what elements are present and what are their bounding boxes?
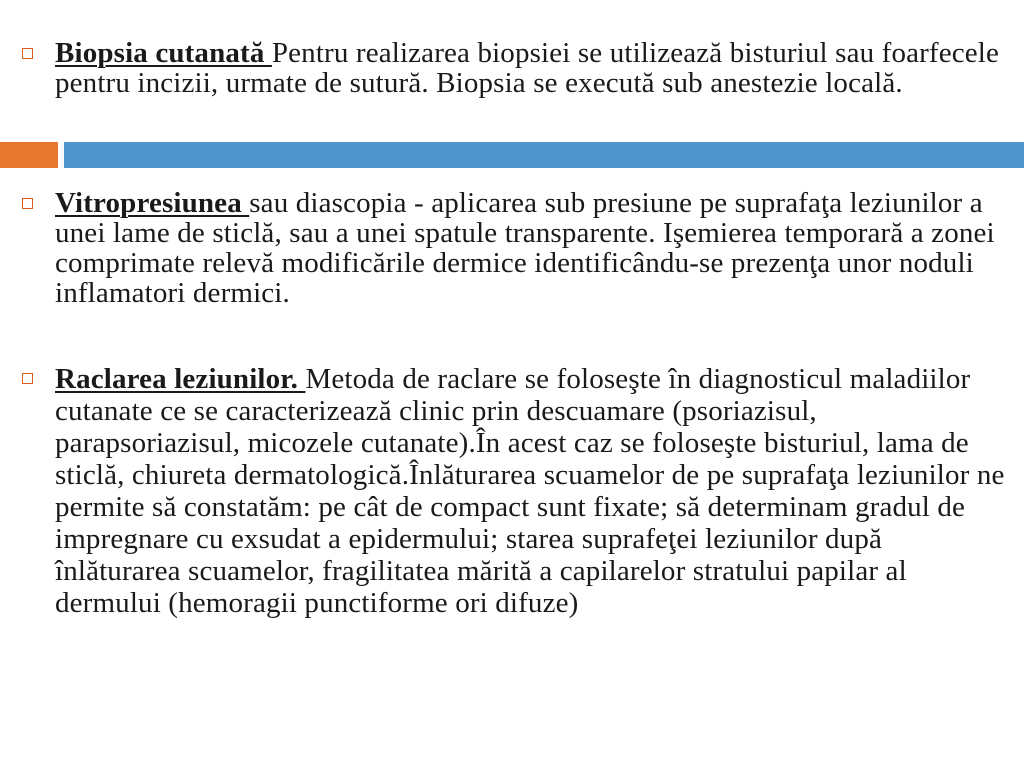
bullet-term: Vitropresiunea xyxy=(55,187,250,219)
divider-blue-bar xyxy=(64,142,1024,168)
bullet-item-scraping xyxy=(22,363,1007,619)
bullet-term: Biopsia cutanată xyxy=(55,37,272,69)
bullet-body: sau diascopia - aplicarea sub presiune pe suprafaţa leziunilor a unei lame de sticlă, sau a unei spatule transparente. Işemierea temporară a zonei comprimate relevă modificările dermice identificându-se prezenţa unor noduli inflamatori dermici. xyxy=(55,187,995,309)
hollow-square-bullet-icon xyxy=(22,373,33,384)
hollow-square-bullet-icon xyxy=(22,48,33,59)
bullet-item-vitropressure xyxy=(22,188,1007,308)
bullet-term: Raclarea leziunilor. xyxy=(55,363,306,395)
divider-orange-block xyxy=(0,142,58,168)
bullet-paragraph xyxy=(55,38,1007,98)
bullet-paragraph xyxy=(55,188,1007,308)
bullet-paragraph xyxy=(55,363,1007,619)
hollow-square-bullet-icon xyxy=(22,198,33,209)
bullet-body: Metoda de raclare se foloseşte în diagnosticul maladiilor cutanate ce se caracterizează clinic prin descuamare (psoriazisul, parapsoriazisul, micozele cutanate).În acest caz se foloseşte bisturiul, lama de sticlă, chiureta dermatologică.Înlăturarea scuamelor de pe suprafaţa leziunilor ne permite să constatăm: pe cât de compact sunt fixate; să determinam gradul de impregnare cu exsudat a epidermului; starea suprafeţei leziunilor după înlăturarea scuamelor, fragilitatea mărită a capilarelor stratului papilar al dermului (hemoragii punctiforme ori difuze) xyxy=(55,363,1005,619)
bullet-item-biopsy xyxy=(22,38,1007,98)
bullet-body: Pentru realizarea biopsiei se utilizează bisturiul sau foarfecele pentru incizii, urmate de sutură. Biopsia se execută sub anestezie locală. xyxy=(55,37,1000,99)
section-divider xyxy=(0,142,1024,168)
